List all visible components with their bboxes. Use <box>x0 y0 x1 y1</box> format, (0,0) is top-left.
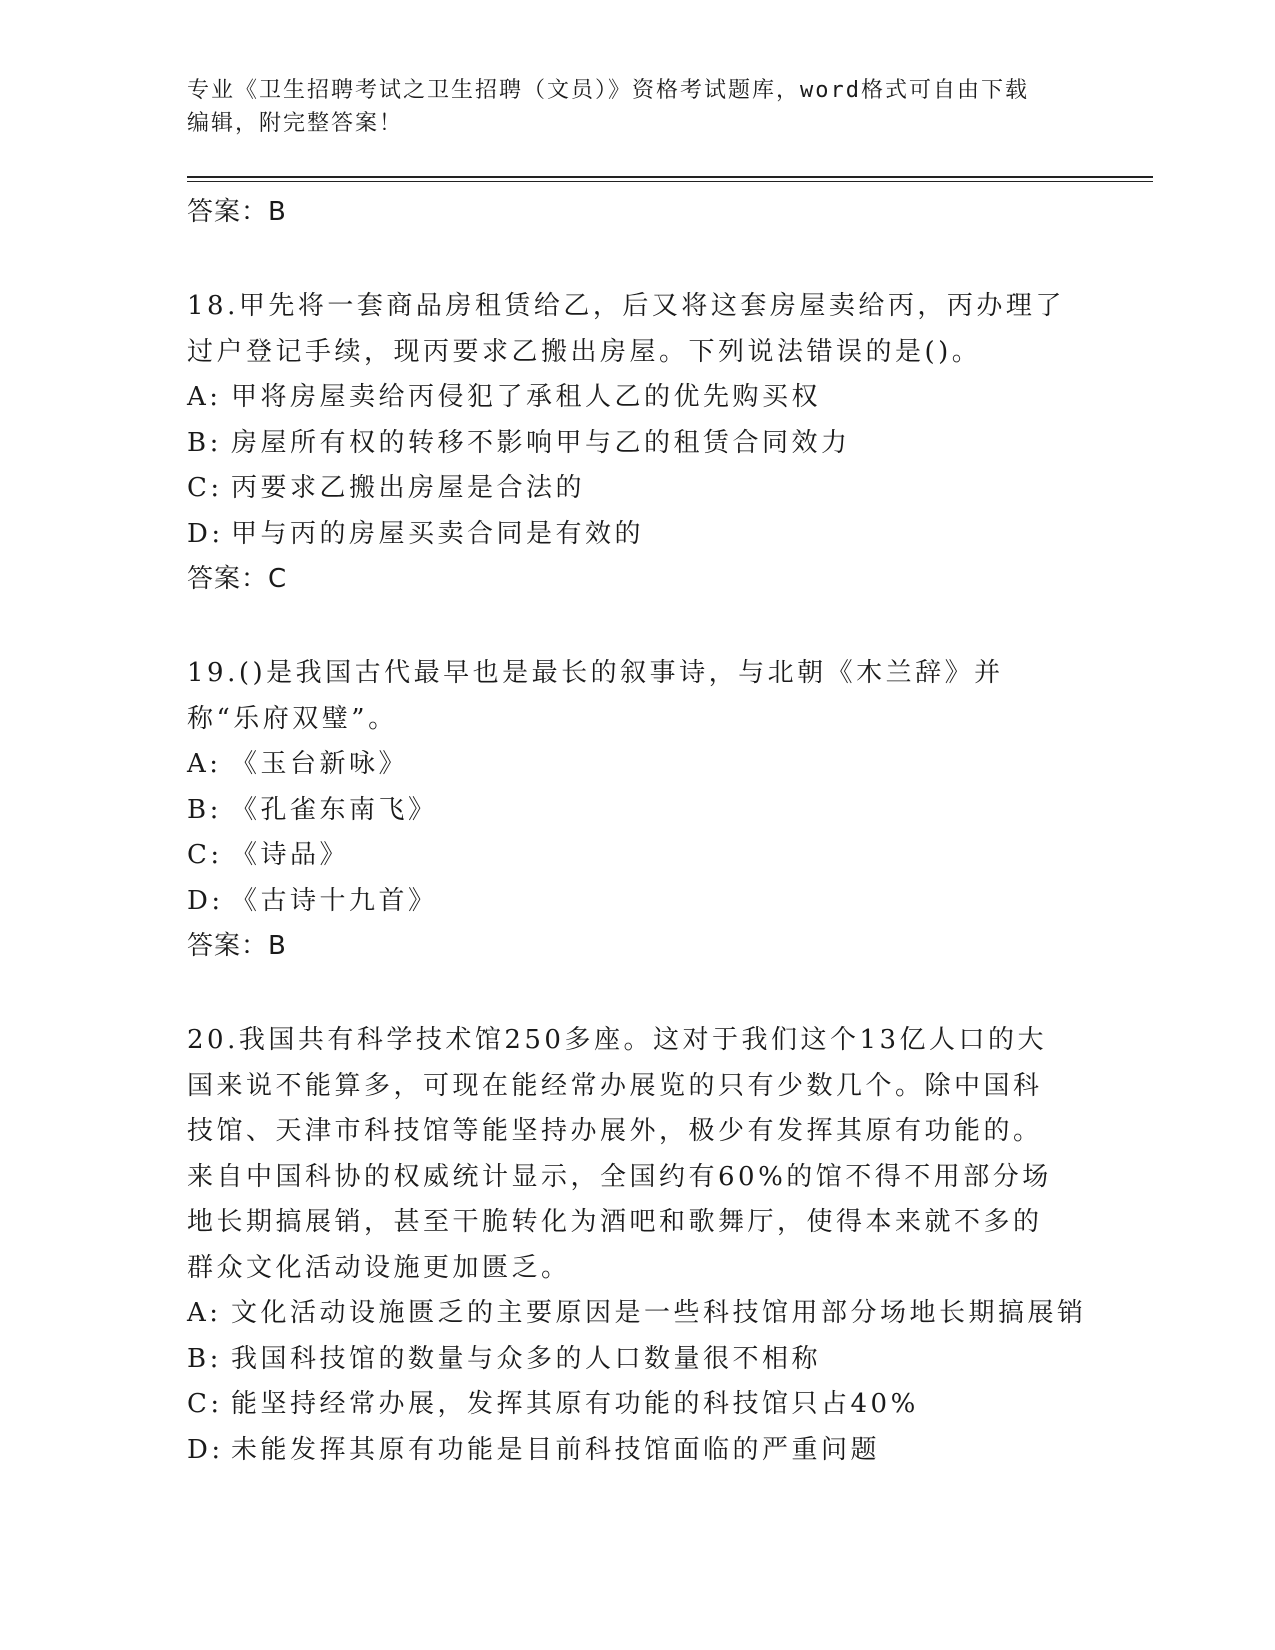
option-text: 甲与丙的房屋买卖合同是有效的 <box>231 518 645 549</box>
question-19 <box>187 651 1087 968</box>
question-list <box>187 190 1087 1473</box>
question-stem: 20.我国共有科学技术馆250多座。这对于我们这个13亿人口的大国来说不能算多，可现在能经常办展览的只有少数几个。除中国科技馆、天津市科技馆等能坚持办展外，极少有发挥其原有功能的。来自中国科协的权威统计显示，全国约有60%的馆不得不用部分场地长期搞展销，甚至干脆转化为酒吧和歌舞厅，使得本来就不多的群众文化活动设施更加匮乏。 <box>187 1025 1052 1283</box>
option-a <box>187 375 1087 421</box>
option-text: 《诗品》 <box>231 840 350 870</box>
question-answer: 答案：B <box>187 931 287 961</box>
previous-answer: 答案：B <box>187 197 287 227</box>
option-text: 《孔雀东南飞》 <box>231 794 438 825</box>
header-divider-thin <box>187 181 1153 182</box>
option-text: 文化活动设施匮乏的主要原因是一些科技馆用部分场地长期搞展销 <box>231 1298 1087 1328</box>
header-line-2: 编辑，附完整答案！ <box>187 111 404 136</box>
option-letter: D: <box>187 885 224 916</box>
header-divider <box>187 176 1153 178</box>
option-d <box>187 512 1087 558</box>
option-letter: C: <box>187 840 223 870</box>
option-text: 未能发挥其原有功能是目前科技馆面临的严重问题 <box>231 1434 881 1465</box>
header-line-1: 专业《卫生招聘考试之卫生招聘（文员）》资格考试题库，word格式可自由下载 <box>187 78 1029 103</box>
option-c <box>187 466 1087 512</box>
option-d <box>187 879 1087 925</box>
option-c <box>187 833 1087 879</box>
option-b <box>187 788 1087 834</box>
option-letter: A: <box>187 749 222 779</box>
option-b <box>187 1337 1087 1383</box>
question-18 <box>187 284 1087 601</box>
question-stem: 18.甲先将一套商品房租赁给乙，后又将这套房屋卖给丙，丙办理了过户登记手续，现丙要求乙搬出房屋。下列说法错误的是()。 <box>187 291 1065 367</box>
option-text: 丙要求乙搬出房屋是合法的 <box>231 473 586 503</box>
option-text: 能坚持经常办展，发挥其原有功能的科技馆只占40% <box>231 1389 919 1419</box>
option-letter: A: <box>187 382 222 412</box>
option-letter: C: <box>187 1389 223 1419</box>
option-c <box>187 1382 1087 1428</box>
option-text: 甲将房屋卖给丙侵犯了承租人乙的优先购买权 <box>231 382 822 412</box>
question-answer: 答案：C <box>187 564 288 594</box>
option-b <box>187 421 1087 467</box>
option-a <box>187 1291 1087 1337</box>
option-a <box>187 742 1087 788</box>
option-text: 房屋所有权的转移不影响甲与乙的租赁合同效力 <box>231 427 851 458</box>
option-d <box>187 1428 1087 1474</box>
option-text: 我国科技馆的数量与众多的人口数量很不相称 <box>231 1343 822 1374</box>
option-letter: B: <box>187 427 222 458</box>
question-stem: 19.()是我国古代最早也是最长的叙事诗，与北朝《木兰辞》并称“乐府双璧”。 <box>187 658 1004 734</box>
option-text: 《古诗十九首》 <box>231 885 438 916</box>
page-header <box>187 74 1087 140</box>
option-letter: B: <box>187 794 222 825</box>
option-letter: C: <box>187 473 223 503</box>
option-letter: D: <box>187 1434 224 1465</box>
option-letter: D: <box>187 518 224 549</box>
option-letter: A: <box>187 1298 222 1328</box>
question-20 <box>187 1018 1087 1473</box>
option-letter: B: <box>187 1343 222 1374</box>
option-text: 《玉台新咏》 <box>231 749 409 779</box>
